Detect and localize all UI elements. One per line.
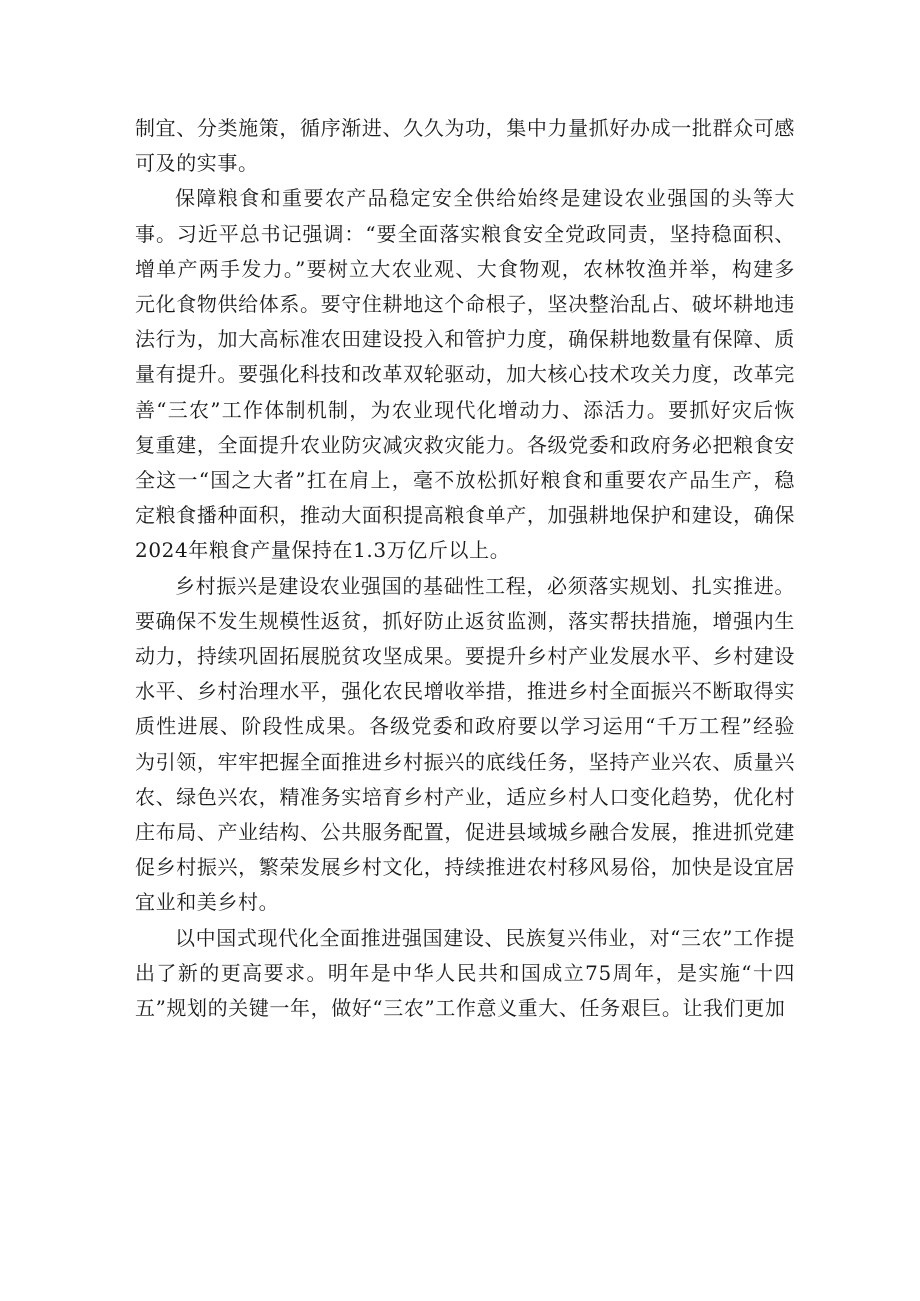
paragraph-1: 制宜、分类施策，循序渐进、久久为功，集中力量抓好办成一批群众可感可及的实事。 (135, 116, 795, 176)
paragraph-3: 乡村振兴是建设农业强国的基础性工程，必须落实规划、扎实推进。要确保不发生规模性返贫，抓好防止返贫监测，落实帮扶措施，增强内生动力，持续巩固拓展脱贫攻坚成果。要提升乡村产业发展水平、乡村建设水平、乡村治理水平，强化农民增收举措，推进乡村全面振兴不断取得实质性进展、阶段性成果。各级党委和政府要以学习运用“千万工程”经验为引领，牢牢把握全面推进乡村振兴的底线任务，坚持产业兴农、质量兴农、绿色兴农，精准务实培育乡村产业，适应乡村人口变化趋势，优化村庄布局、产业结构、公共服务配置，促进县域城乡融合发展，推进抓党建促乡村振兴，繁荣发展乡村文化，持续推进农村移风易俗，加快是设宜居宜业和美乡村。 (135, 573, 795, 915)
paragraph-4: 以中国式现代化全面推进强国建设、民族复兴伟业，对“三农”工作提出了新的更高要求。明年是中华人民共和国成立75周年，是实施“十四五”规划的关键一年，做好“三农”工作意义重大、任务艰巨。让我们更加 (135, 925, 795, 1021)
document-body (135, 111, 795, 1026)
paragraph-2: 保障粮食和重要农产品稳定安全供给始终是建设农业强国的头等大事。习近平总书记强调：“要全面落实粮食安全党政同责，坚持稳面积、增单产两手发力。”要树立大农业观、大食物观，农林牧渔并举，构建多元化食物供给体系。要守住耕地这个命根子，坚决整治乱占、破坏耕地违法行为，加大高标准农田建设投入和管护力度，确保耕地数量有保障、质量有提升。要强化科技和改革双轮驱动，加大核心技术攻关力度，改革完善“三农”工作体制机制，为农业现代化增动力、添活力。要抓好灾后恢复重建，全面提升农业防灾减灾救灾能力。各级党委和政府务必把粮食安全这一“国之大者”扛在肩上，毫不放松抓好粮食和重要农产品生产，稳定粮食播种面积，推动大面积提高粮食单产，加强耕地保护和建设，确保2024年粮食产量保持在1.3万亿斤以上。 (135, 186, 795, 563)
